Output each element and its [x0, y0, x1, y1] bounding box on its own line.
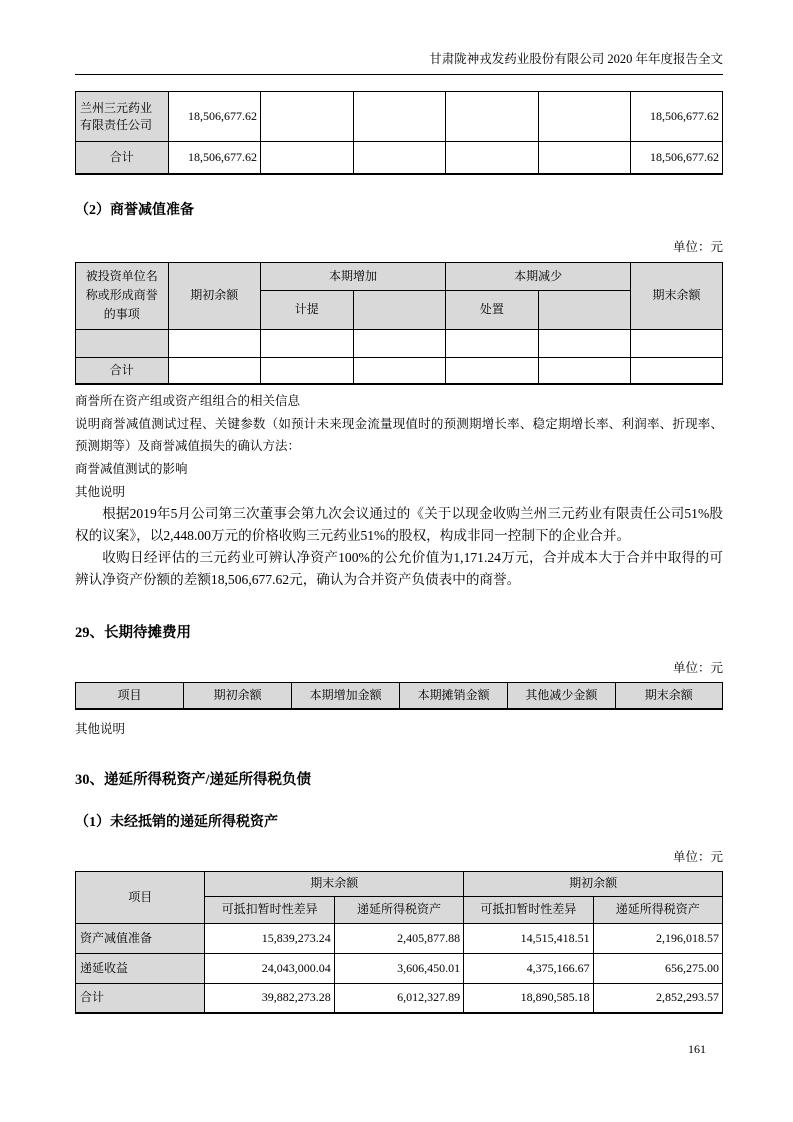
end-deductible-cell: 15,839,273.24: [205, 923, 334, 953]
col-end-asset-header: 递延所得税资产: [334, 896, 463, 923]
empty-cell: [631, 357, 723, 384]
unit-label: 单位：元: [672, 849, 723, 864]
col-initial-header: 期初余额: [464, 871, 723, 896]
table-row-total: [76, 983, 723, 1013]
empty-cell: [446, 142, 539, 174]
empty-cell: [538, 357, 631, 384]
col-end-deductible-header: 可抵扣暂时性差异: [205, 896, 334, 923]
note-other: 其他说明: [75, 485, 126, 499]
empty-cell: [261, 357, 354, 384]
end-asset-cell: 2,405,877.88: [334, 923, 463, 953]
col-entity-header: 被投资单位名称或形成商誉的事项: [76, 262, 169, 329]
col-item-header: 项目: [76, 683, 184, 709]
end-asset-cell: 3,606,450.01: [334, 953, 463, 983]
empty-cell: [538, 142, 631, 174]
table-row-blank: [76, 329, 723, 357]
page-header-title: 甘肃陇神戎发药业股份有限公司 2020 年年度报告全文: [75, 52, 723, 75]
item-label-cell: 资产减值准备: [76, 923, 205, 953]
empty-cell: [353, 357, 446, 384]
table-row-total: [76, 357, 723, 384]
col-decrease-header: 本期减少: [446, 262, 631, 290]
table-row: [76, 923, 723, 953]
empty-cell: [353, 92, 446, 142]
init-asset-total-cell: 2,852,293.57: [593, 983, 722, 1013]
table-header-row: [76, 683, 723, 709]
table-header-row: [76, 262, 723, 290]
note-related-info: 商誉所在资产组或资产组组合的相关信息: [75, 394, 301, 408]
empty-cell: [538, 92, 631, 142]
unit-label: 单位：元: [672, 661, 723, 675]
empty-cell: [446, 329, 539, 357]
paragraph-acquisition: 根据2019年5月公司第三次董事会第九次会议通过的《关于以现金收购兰州三元药业有限责任公司51%股权的议案》，以2,448.00万元的价格收购三元药业51%的股权，构成非同一控制下的企业合并。: [75, 506, 723, 543]
entity-name-cell: 兰州三元药业有限责任公司: [76, 92, 169, 142]
table-row: [76, 92, 723, 142]
empty-header-cell: [538, 290, 631, 329]
col-increase-header: 本期增加: [261, 262, 446, 290]
col-item-header: 项目: [76, 871, 205, 923]
col-ending-header: 期末余额: [205, 871, 464, 896]
col-ending-header: 期末余额: [615, 683, 722, 709]
empty-cell: [261, 329, 354, 357]
initial-balance-total-cell: 18,506,677.62: [168, 142, 261, 174]
note-test-process: 说明商誉减值测试过程、关键参数（如预计未来现金流量现值时的预测期增长率、稳定期增长率、利润率、折现率、预测期等）及商誉减值损失的确认方法：: [75, 417, 723, 453]
empty-cell: [168, 357, 261, 384]
deferred-tax-heading: 30、递延所得税资产/递延所得税负债: [75, 771, 312, 788]
empty-cell: [538, 329, 631, 357]
table-header-row: [76, 871, 723, 896]
end-asset-total-cell: 6,012,327.89: [334, 983, 463, 1013]
empty-cell: [353, 329, 446, 357]
col-initial-header: 期初余额: [168, 262, 261, 329]
goodwill-impairment-heading: （2）商誉减值准备: [75, 202, 194, 218]
init-deductible-total-cell: 18,890,585.18: [464, 983, 593, 1013]
ending-balance-cell: 18,506,677.62: [631, 92, 723, 142]
deferred-tax-table: [75, 871, 723, 1015]
col-init-deductible-header: 可抵扣暂时性差异: [464, 896, 593, 923]
total-label-cell: 合计: [76, 357, 169, 384]
empty-header-cell: [353, 290, 446, 329]
empty-entity-cell: [76, 329, 169, 357]
end-deductible-cell: 24,043,000.04: [205, 953, 334, 983]
total-label-cell: 合计: [76, 142, 169, 174]
end-deductible-total-cell: 39,882,273.28: [205, 983, 334, 1013]
init-asset-cell: 2,196,018.57: [593, 923, 722, 953]
table-row-total: [76, 142, 723, 174]
paragraph-fair-value: 收购日经评估的三元药业可辨认净资产100%的公允价值为1,171.24万元，合并成本大于合并中取得的可辨认净资产份额的差额18,506,677.62元，确认为合并资产负债表中的商誉。: [75, 550, 723, 587]
col-ending-header: 期末余额: [631, 262, 723, 329]
col-init-asset-header: 递延所得税资产: [593, 896, 722, 923]
col-initial-header: 期初余额: [184, 683, 292, 709]
empty-cell: [446, 92, 539, 142]
col-disposal-header: 处置: [446, 290, 539, 329]
item-label-cell: 递延收益: [76, 953, 205, 983]
empty-cell: [261, 92, 354, 142]
empty-cell: [168, 329, 261, 357]
deferred-tax-subheading: （1）未经抵销的递延所得税资产: [75, 814, 278, 830]
note-other: 其他说明: [75, 721, 126, 736]
empty-cell: [261, 142, 354, 174]
init-asset-cell: 656,275.00: [593, 953, 722, 983]
unit-label: 单位：元: [672, 239, 723, 254]
note-test-impact: 商誉减值测试的影响: [75, 462, 188, 476]
goodwill-carrying-table: [75, 91, 723, 175]
total-label-cell: 合计: [76, 983, 205, 1013]
deferred-expense-table: [75, 682, 723, 710]
goodwill-impairment-table: [75, 262, 723, 386]
table-row: [76, 953, 723, 983]
col-increase-header: 本期增加金额: [292, 683, 400, 709]
page-number: 161: [688, 1042, 706, 1056]
ending-balance-total-cell: 18,506,677.62: [631, 142, 723, 174]
col-accrual-header: 计提: [261, 290, 354, 329]
empty-cell: [353, 142, 446, 174]
col-other-decrease-header: 其他减少金额: [508, 683, 615, 709]
init-deductible-cell: 4,375,166.67: [464, 953, 593, 983]
initial-balance-cell: 18,506,677.62: [168, 92, 261, 142]
empty-cell: [446, 357, 539, 384]
empty-cell: [631, 329, 723, 357]
col-amortized-header: 本期摊销金额: [400, 683, 508, 709]
init-deductible-cell: 14,515,418.51: [464, 923, 593, 953]
deferred-expense-heading: 29、长期待摊费用: [75, 625, 191, 641]
